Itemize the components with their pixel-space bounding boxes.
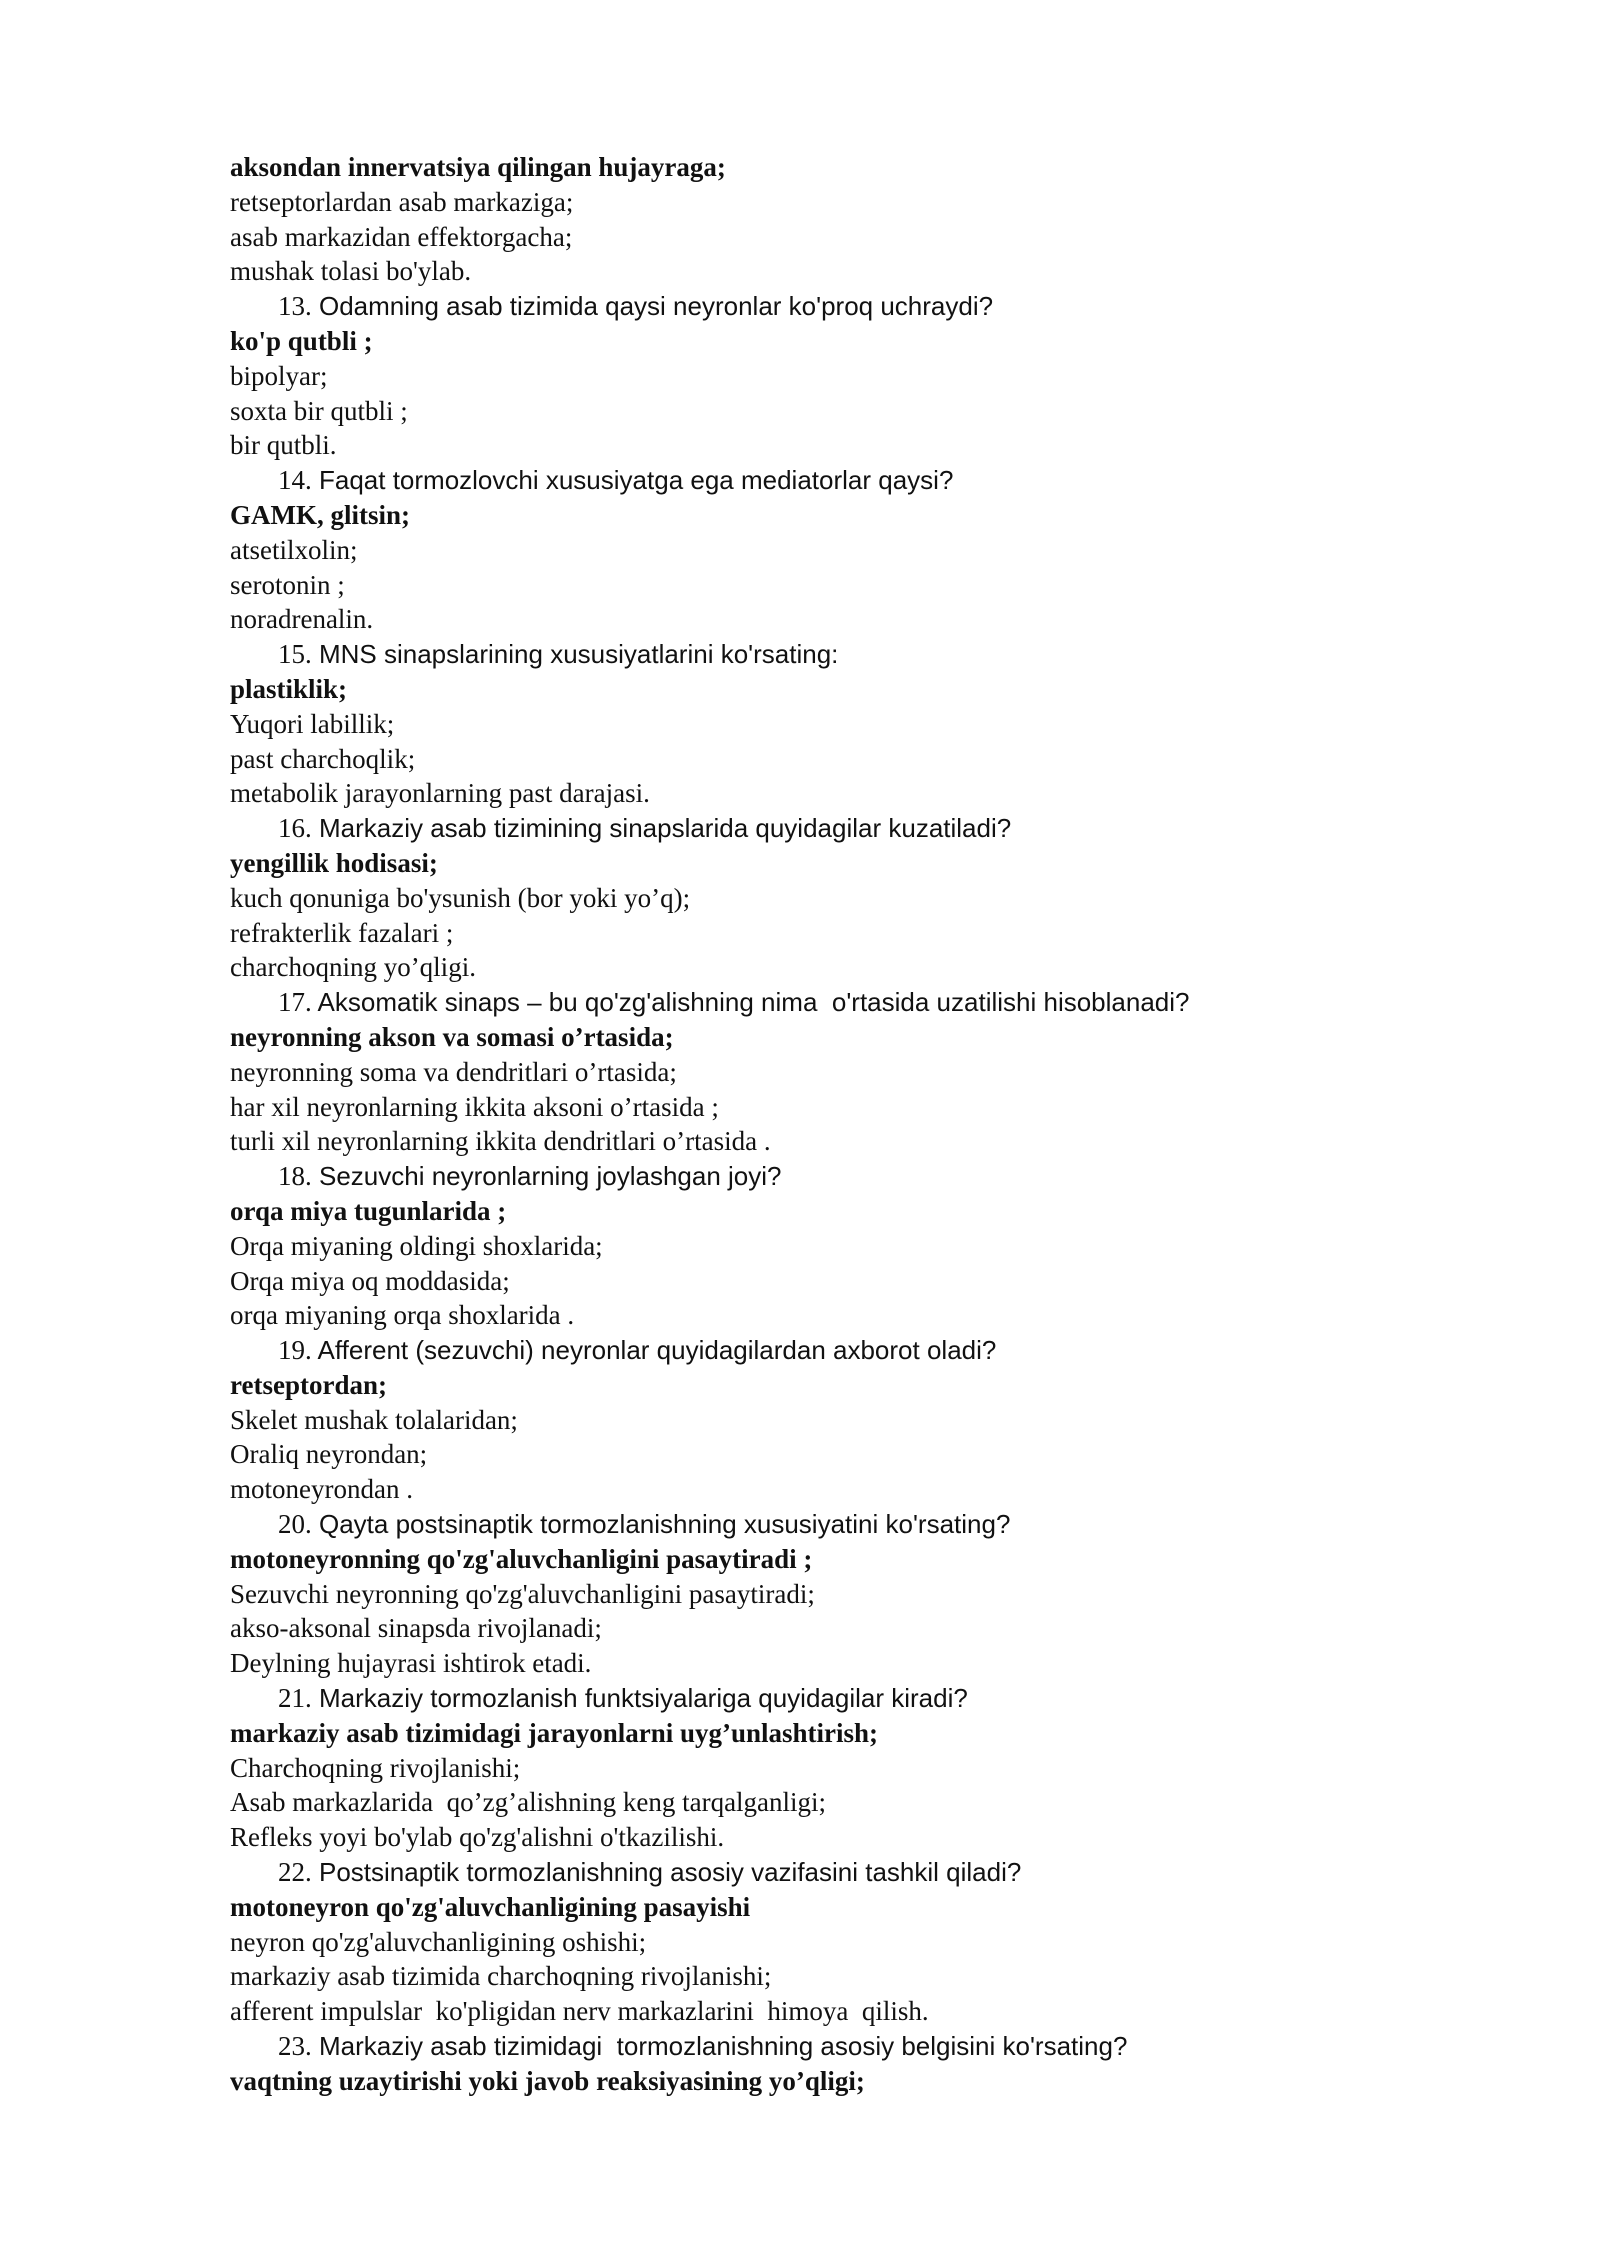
correct-answer: neyronning akson va somasi o’rtasida; (230, 1021, 674, 1052)
answer-option: afferent impulslar ko'pligidan nerv markazlarini himoya qilish. (230, 1996, 929, 2027)
question-number: 16. (278, 813, 312, 844)
answer-option: Sezuvchi neyronning qo'zg'aluvchanligini pasaytiradi; (230, 1578, 815, 1609)
question (230, 1159, 1430, 1194)
question (230, 2029, 1430, 2064)
question-text: Sezuvchi neyronlarning joylashgan joyi? (318, 1161, 782, 1192)
correct-answer: motoneyron qo'zg'aluvchanligining pasayishi (230, 1891, 751, 1922)
question-text: Markaziy asab tizimining sinapslarida quyidagilar kuzatiladi? (318, 813, 1012, 844)
correct-answer: vaqtning uzaytirishi yoki javob reaksiyasining yo’qligi; (230, 2065, 865, 2096)
answer-option: mushak tolasi bo'ylab. (230, 256, 472, 287)
question-number: 23. (278, 2031, 312, 2062)
question-text: MNS sinapslarining xususiyatlarini ko'rsating: (318, 639, 839, 670)
answer-option: bir qutbli. (230, 430, 337, 461)
question-number: 18. (278, 1161, 312, 1192)
question (230, 1333, 1430, 1368)
question-number: 21. (278, 1683, 312, 1714)
question-text: Aksomatik sinaps – bu qo'zg'alishning nima o'rtasida uzatilishi hisoblanadi? (317, 987, 1190, 1018)
answer-option: refrakterlik fazalari ; (230, 917, 454, 948)
answer-option: atsetilxolin; (230, 534, 358, 565)
answer-option: Refleks yoyi bo'ylab qo'zg'alishni o'tkazilishi. (230, 1822, 725, 1853)
question (230, 637, 1430, 672)
answer-option: bipolyar; (230, 360, 328, 391)
answer-option: neyronning soma va dendritlari o’rtasida; (230, 1056, 677, 1087)
question-text: Qayta postsinaptik tormozlanishning xususiyatini ko'rsating? (318, 1509, 1011, 1540)
answer-option: akso-aksonal sinapsda rivojlanadi; (230, 1613, 602, 1644)
document-body (230, 150, 1430, 2099)
question-number: 19. (278, 1335, 312, 1366)
answer-option: charchoqning yo’qligi. (230, 952, 476, 983)
correct-answer: markaziy asab tizimidagi jarayonlarni uyg’unlashtirish; (230, 1717, 879, 1748)
correct-answer: plastiklik; (230, 673, 348, 704)
answer-option: turli xil neyronlarning ikkita dendritlari o’rtasida . (230, 1126, 771, 1157)
question-text: Postsinaptik tormozlanishning asosiy vazifasini tashkil qiladi? (318, 1857, 1022, 1888)
answer-option: Skelet mushak tolalaridan; (230, 1404, 518, 1435)
question-number: 17. (278, 987, 312, 1018)
question (230, 1855, 1430, 1890)
answer-option: Orqa miya oq moddasida; (230, 1265, 510, 1296)
question (230, 1681, 1430, 1716)
question-text: Markaziy tormozlanish funktsiyalariga quyidagilar kiradi? (318, 1683, 968, 1714)
question (230, 463, 1430, 498)
question-text: Odamning asab tizimida qaysi neyronlar ko'proq uchraydi? (318, 291, 994, 322)
correct-answer: retseptordan; (230, 1369, 387, 1400)
answer-option: markaziy asab tizimida charchoqning rivojlanishi; (230, 1961, 772, 1992)
correct-answer: motoneyronning qo'zg'aluvchanligini pasaytiradi ; (230, 1543, 813, 1574)
answer-option: kuch qonuniga bo'ysunish (bor yoki yo’q); (230, 882, 691, 913)
question-number: 20. (278, 1509, 312, 1540)
question (230, 1507, 1430, 1542)
question-text: Afferent (sezuvchi) neyronlar quyidagilardan axborot oladi? (317, 1335, 997, 1366)
answer-option: har xil neyronlarning ikkita aksoni o’rtasida ; (230, 1091, 719, 1122)
answer-option: motoneyrondan . (230, 1474, 413, 1505)
answer-option: Orqa miyaning oldingi shoxlarida; (230, 1230, 603, 1261)
question (230, 985, 1430, 1020)
question-text: Markaziy asab tizimidagi tormozlanishning asosiy belgisini ko'rsating? (318, 2031, 1128, 2062)
question-number: 13. (278, 291, 312, 322)
question (230, 289, 1430, 324)
answer-option: neyron qo'zg'aluvchanligining oshishi; (230, 1926, 647, 1957)
answer-option: asab markazidan effektorgacha; (230, 221, 573, 252)
answer-option: past charchoqlik; (230, 743, 416, 774)
answer-option: Asab markazlarida qo’zg’alishning keng tarqalganligi; (230, 1787, 827, 1818)
answer-option: soxta bir qutbli ; (230, 395, 408, 426)
answer-option: Oraliq neyrondan; (230, 1439, 428, 1470)
answer-option: orqa miyaning orqa shoxlarida . (230, 1300, 575, 1331)
answer-option: retseptorlardan asab markaziga; (230, 186, 574, 217)
question-number: 14. (278, 465, 312, 496)
correct-answer: GAMK, glitsin; (230, 499, 410, 530)
answer-option: noradrenalin. (230, 604, 374, 635)
answer-option: metabolik jarayonlarning past darajasi. (230, 778, 650, 809)
question (230, 811, 1430, 846)
answer-option: serotonin ; (230, 569, 345, 600)
question-text: Faqat tormozlovchi xususiyatga ega mediatorlar qaysi? (318, 465, 954, 496)
question-number: 15. (278, 639, 312, 670)
question-number: 22. (278, 1857, 312, 1888)
correct-answer: yengillik hodisasi; (230, 847, 438, 878)
correct-answer: orqa miya tugunlarida ; (230, 1195, 507, 1226)
correct-answer: aksondan innervatsiya qilingan hujayraga; (230, 152, 726, 182)
answer-option: Yuqori labillik; (230, 708, 395, 739)
answer-option: Deylning hujayrasi ishtirok etadi. (230, 1648, 592, 1679)
answer-option: Charchoqning rivojlanishi; (230, 1752, 521, 1783)
correct-answer: ko'p qutbli ; (230, 325, 373, 356)
